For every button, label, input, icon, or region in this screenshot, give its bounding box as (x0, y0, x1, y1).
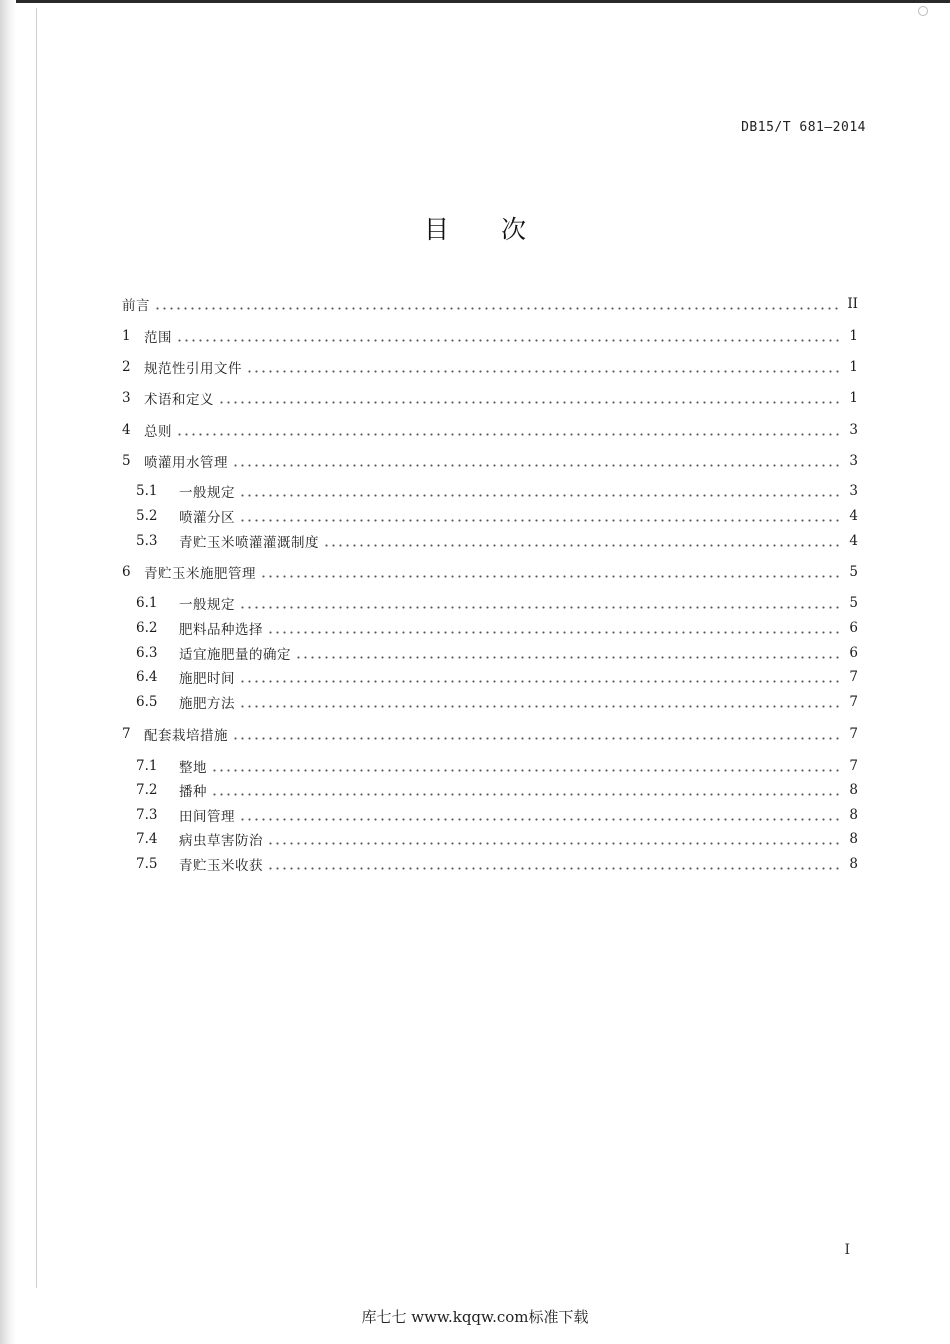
scan-mark (918, 6, 928, 16)
toc-number: 6.1 (136, 595, 158, 611)
toc-number: 7.2 (136, 782, 158, 798)
toc-entry-5-1[interactable] (136, 480, 858, 502)
toc-label: 青贮玉米喷灌灌溉制度 (179, 535, 319, 551)
toc-number: 2 (122, 359, 131, 375)
toc-number: 1 (122, 328, 131, 344)
toc-number: 5.2 (136, 508, 158, 524)
toc-label: 前言 (122, 298, 150, 314)
toc-leader (232, 737, 842, 740)
toc-leader (295, 656, 842, 659)
toc-number: 6 (122, 564, 131, 580)
toc-number: 4 (122, 422, 131, 438)
toc-page: 7 (849, 694, 858, 710)
toc-leader (154, 307, 841, 310)
toc-entry-6-1[interactable] (136, 592, 858, 614)
toc-number: 6.3 (136, 645, 158, 661)
toc-page: 7 (849, 669, 858, 685)
toc-leader (267, 842, 842, 845)
toc-label: 青贮玉米施肥管理 (144, 566, 256, 582)
toc-leader (267, 867, 842, 870)
toc-leader (239, 494, 842, 497)
toc-page: 7 (849, 758, 858, 774)
toc-number: 6.5 (136, 694, 158, 710)
toc-entry-6[interactable] (122, 561, 858, 583)
toc-label: 田间管理 (179, 809, 235, 825)
toc-entry-3[interactable] (122, 387, 858, 409)
toc-entry-2[interactable] (122, 356, 858, 378)
toc-label: 喷灌分区 (179, 510, 235, 526)
toc-page: 1 (849, 359, 858, 375)
toc-page: 3 (849, 422, 858, 438)
toc-number: 5.1 (136, 483, 158, 499)
toc-entry-6-4[interactable] (136, 666, 858, 688)
toc-page: 4 (849, 533, 858, 549)
toc-number: 7 (122, 726, 131, 742)
toc-leader (239, 680, 842, 683)
toc-page: 3 (849, 453, 858, 469)
toc-label: 规范性引用文件 (144, 361, 242, 377)
toc-label: 一般规定 (179, 597, 235, 613)
toc-page: 7 (849, 726, 858, 742)
toc-number: 3 (122, 390, 131, 406)
toc-page: 8 (849, 856, 858, 872)
toc-entry-7-3[interactable] (136, 804, 858, 826)
page-top-edge (0, 0, 950, 3)
toc-entry-foreword[interactable] (122, 293, 858, 315)
toc-entry-6-3[interactable] (136, 642, 858, 664)
toc-number: 6.4 (136, 669, 158, 685)
toc-leader (239, 818, 842, 821)
page-number: I (844, 1242, 850, 1258)
toc-label: 播种 (179, 784, 207, 800)
toc-page: 8 (849, 807, 858, 823)
toc-page: 8 (849, 782, 858, 798)
toc-number: 6.2 (136, 620, 158, 636)
toc-label: 病虫草害防治 (179, 833, 263, 849)
toc-leader (211, 793, 842, 796)
toc-leader (239, 606, 842, 609)
toc-page: 5 (849, 564, 858, 580)
toc-page: 1 (849, 328, 858, 344)
toc-label: 施肥时间 (179, 671, 235, 687)
toc-label: 喷灌用水管理 (144, 455, 228, 471)
toc-entry-7-4[interactable] (136, 828, 858, 850)
toc-label: 配套栽培措施 (144, 728, 228, 744)
toc-entry-4[interactable] (122, 419, 858, 441)
toc-page: 4 (849, 508, 858, 524)
toc-entry-5-2[interactable] (136, 505, 858, 527)
toc-number: 7.4 (136, 831, 158, 847)
toc-page: II (847, 296, 858, 312)
toc-number: 7.1 (136, 758, 158, 774)
toc-entry-5-3[interactable] (136, 530, 858, 552)
toc-label: 范围 (144, 330, 172, 346)
page-title: 目次 (423, 215, 578, 244)
toc-leader (239, 519, 842, 522)
toc-label: 一般规定 (179, 485, 235, 501)
toc-leader (267, 631, 842, 634)
toc-entry-1[interactable] (122, 325, 858, 347)
toc-entry-7-5[interactable] (136, 853, 858, 875)
toc-page: 8 (849, 831, 858, 847)
binding-line (36, 8, 37, 1288)
scan-shadow (0, 0, 16, 1344)
toc-label: 整地 (179, 760, 207, 776)
toc-entry-5[interactable] (122, 450, 858, 472)
toc-leader (260, 575, 842, 578)
toc-entry-7-2[interactable] (136, 779, 858, 801)
toc-leader (246, 370, 842, 373)
toc-entry-6-5[interactable] (136, 691, 858, 713)
toc-entry-7[interactable] (122, 723, 858, 745)
toc-leader (218, 401, 842, 404)
toc-label: 术语和定义 (144, 392, 214, 408)
toc-leader (176, 339, 842, 342)
toc-number: 7.3 (136, 807, 158, 823)
toc-number: 5 (122, 453, 131, 469)
toc-leader (323, 544, 842, 547)
toc-leader (211, 769, 842, 772)
document-code: DB15/T 681—2014 (741, 120, 866, 135)
toc-leader (239, 705, 842, 708)
toc-entry-6-2[interactable] (136, 617, 858, 639)
toc-label: 施肥方法 (179, 696, 235, 712)
toc-label: 总则 (144, 424, 172, 440)
toc-leader (176, 433, 842, 436)
toc-page: 6 (849, 620, 858, 636)
toc-label: 青贮玉米收获 (179, 858, 263, 874)
toc-entry-7-1[interactable] (136, 755, 858, 777)
toc-label: 肥料品种选择 (179, 622, 263, 638)
toc-label: 适宜施肥量的确定 (179, 647, 291, 663)
toc-page: 3 (849, 483, 858, 499)
footer-watermark: 库七七 www.kqqw.com标准下载 (361, 1308, 589, 1326)
toc-page: 6 (849, 645, 858, 661)
toc-leader (232, 464, 842, 467)
toc-number: 7.5 (136, 856, 158, 872)
toc-number: 5.3 (136, 533, 158, 549)
toc-page: 5 (849, 595, 858, 611)
toc-page: 1 (849, 390, 858, 406)
